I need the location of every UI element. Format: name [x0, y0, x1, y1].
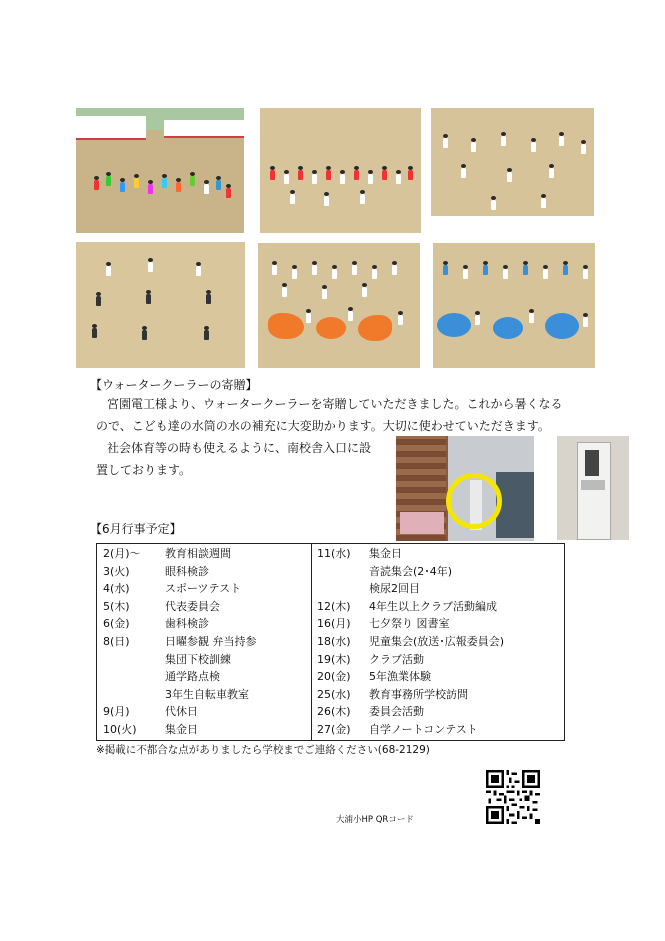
- schedule-row: [317, 668, 547, 685]
- schedule-row: [103, 633, 333, 650]
- photo-dance-tents: [76, 108, 244, 233]
- schedule-date: 26(木): [317, 705, 351, 719]
- highlight-circle: [446, 473, 502, 529]
- schedule-row: [317, 703, 547, 720]
- water-cooler-heading: 【ウォータークーラーの寄贈】: [90, 378, 258, 392]
- water-cooler-para1-line1: 宮園電工様より、ウォータークーラーを寄贈していただきました。これから暑くなる: [107, 397, 563, 411]
- photo-dance-orange-flags: [258, 243, 420, 368]
- photo-school-entrance: [396, 436, 534, 541]
- schedule-event: 眼科検診: [165, 564, 209, 578]
- schedule-date: 18(水): [317, 635, 351, 648]
- footer-note: ※掲載に不都合な点がありましたら学校までご連絡ください(68-2129): [96, 744, 430, 756]
- schedule-row: [103, 668, 333, 685]
- schedule-row: [317, 633, 547, 650]
- schedule-event: 検尿2回目: [369, 582, 420, 596]
- schedule-event: 5年漁業体験: [369, 670, 431, 684]
- schedule-row: [103, 580, 333, 597]
- schedule-table: [96, 543, 565, 741]
- schedule-row: [103, 703, 333, 720]
- schedule-date: 20(金): [317, 670, 351, 684]
- schedule-date: 8(日): [103, 635, 130, 648]
- schedule-event: 委員会活動: [369, 705, 424, 719]
- photo-dance-flags-row: [260, 108, 421, 233]
- schedule-row: [317, 686, 547, 703]
- water-cooler-para2-line2: 置しております。: [96, 463, 192, 477]
- schedule-event: 通学路点検: [165, 670, 220, 684]
- photo-water-cooler: [557, 436, 629, 540]
- schedule-heading: 【6月行事予定】: [90, 522, 182, 536]
- schedule-date: 10(火): [103, 723, 137, 736]
- schedule-row: [317, 598, 547, 615]
- schedule-row: [103, 598, 333, 615]
- schedule-date: 2(月)～: [103, 547, 141, 560]
- schedule-event: 七夕祭り 図書室: [369, 617, 450, 631]
- schedule-event: スポーツテスト: [165, 582, 242, 596]
- schedule-event: 日曜参観 弁当持参: [165, 635, 257, 648]
- schedule-date: 25(水): [317, 687, 351, 701]
- photo-dance-squat: [76, 242, 245, 368]
- photo-dance-blue-flags: [433, 243, 595, 368]
- schedule-event: 教育相談週間: [165, 547, 231, 560]
- schedule-row: [317, 721, 547, 738]
- schedule-event: 3年生自転車教室: [165, 687, 249, 701]
- schedule-event: 集団下校訓練: [165, 652, 231, 666]
- schedule-event: 4年生以上クラブ活動編成: [369, 599, 497, 613]
- schedule-event: 代表委員会: [165, 599, 220, 613]
- schedule-date: 3(火): [103, 564, 130, 578]
- qr-code-icon[interactable]: [486, 770, 540, 824]
- schedule-event: 集金日: [165, 723, 198, 736]
- schedule-row: [103, 563, 333, 580]
- schedule-date: 27(金): [317, 723, 351, 736]
- schedule-row: [317, 651, 547, 668]
- schedule-event: 児童集会(放送･広報委員会): [369, 635, 505, 648]
- schedule-row: [103, 545, 333, 562]
- schedule-date: 11(水): [317, 547, 351, 560]
- photo-dance-lunge: [431, 108, 594, 216]
- schedule-row: [317, 563, 547, 580]
- schedule-event: 教育事務所学校訪問: [369, 687, 468, 701]
- schedule-event: 歯科検診: [165, 617, 209, 631]
- schedule-event: クラブ活動: [369, 652, 424, 666]
- schedule-event: 集金日: [369, 547, 402, 560]
- schedule-date: 6(金): [103, 617, 130, 631]
- qr-label: 大浦小HP QRコード: [336, 815, 414, 825]
- water-cooler-para2-line1: 社会体育等の時も使えるように、南校舎入口に設: [107, 441, 372, 455]
- schedule-date: 4(水): [103, 582, 130, 596]
- schedule-event: 音読集会(2･4年): [369, 564, 453, 578]
- schedule-date: 5(木): [103, 599, 130, 613]
- schedule-row: [103, 615, 333, 632]
- schedule-row: [103, 721, 333, 738]
- schedule-event: 自学ノートコンテスト: [369, 723, 478, 736]
- schedule-date: 9(月): [103, 705, 130, 719]
- schedule-row: [103, 651, 333, 668]
- water-cooler-para1-line2: ので、こども達の水筒の水の補充に大変助かります。大切に使わせていただきます。: [96, 419, 550, 433]
- schedule-row: [317, 615, 547, 632]
- schedule-date: 19(木): [317, 652, 351, 666]
- schedule-date: 16(月): [317, 617, 351, 631]
- schedule-event: 代休日: [165, 705, 198, 719]
- schedule-date: 12(木): [317, 599, 351, 613]
- schedule-row: [103, 686, 333, 703]
- schedule-row: [317, 580, 547, 597]
- schedule-row: [317, 545, 547, 562]
